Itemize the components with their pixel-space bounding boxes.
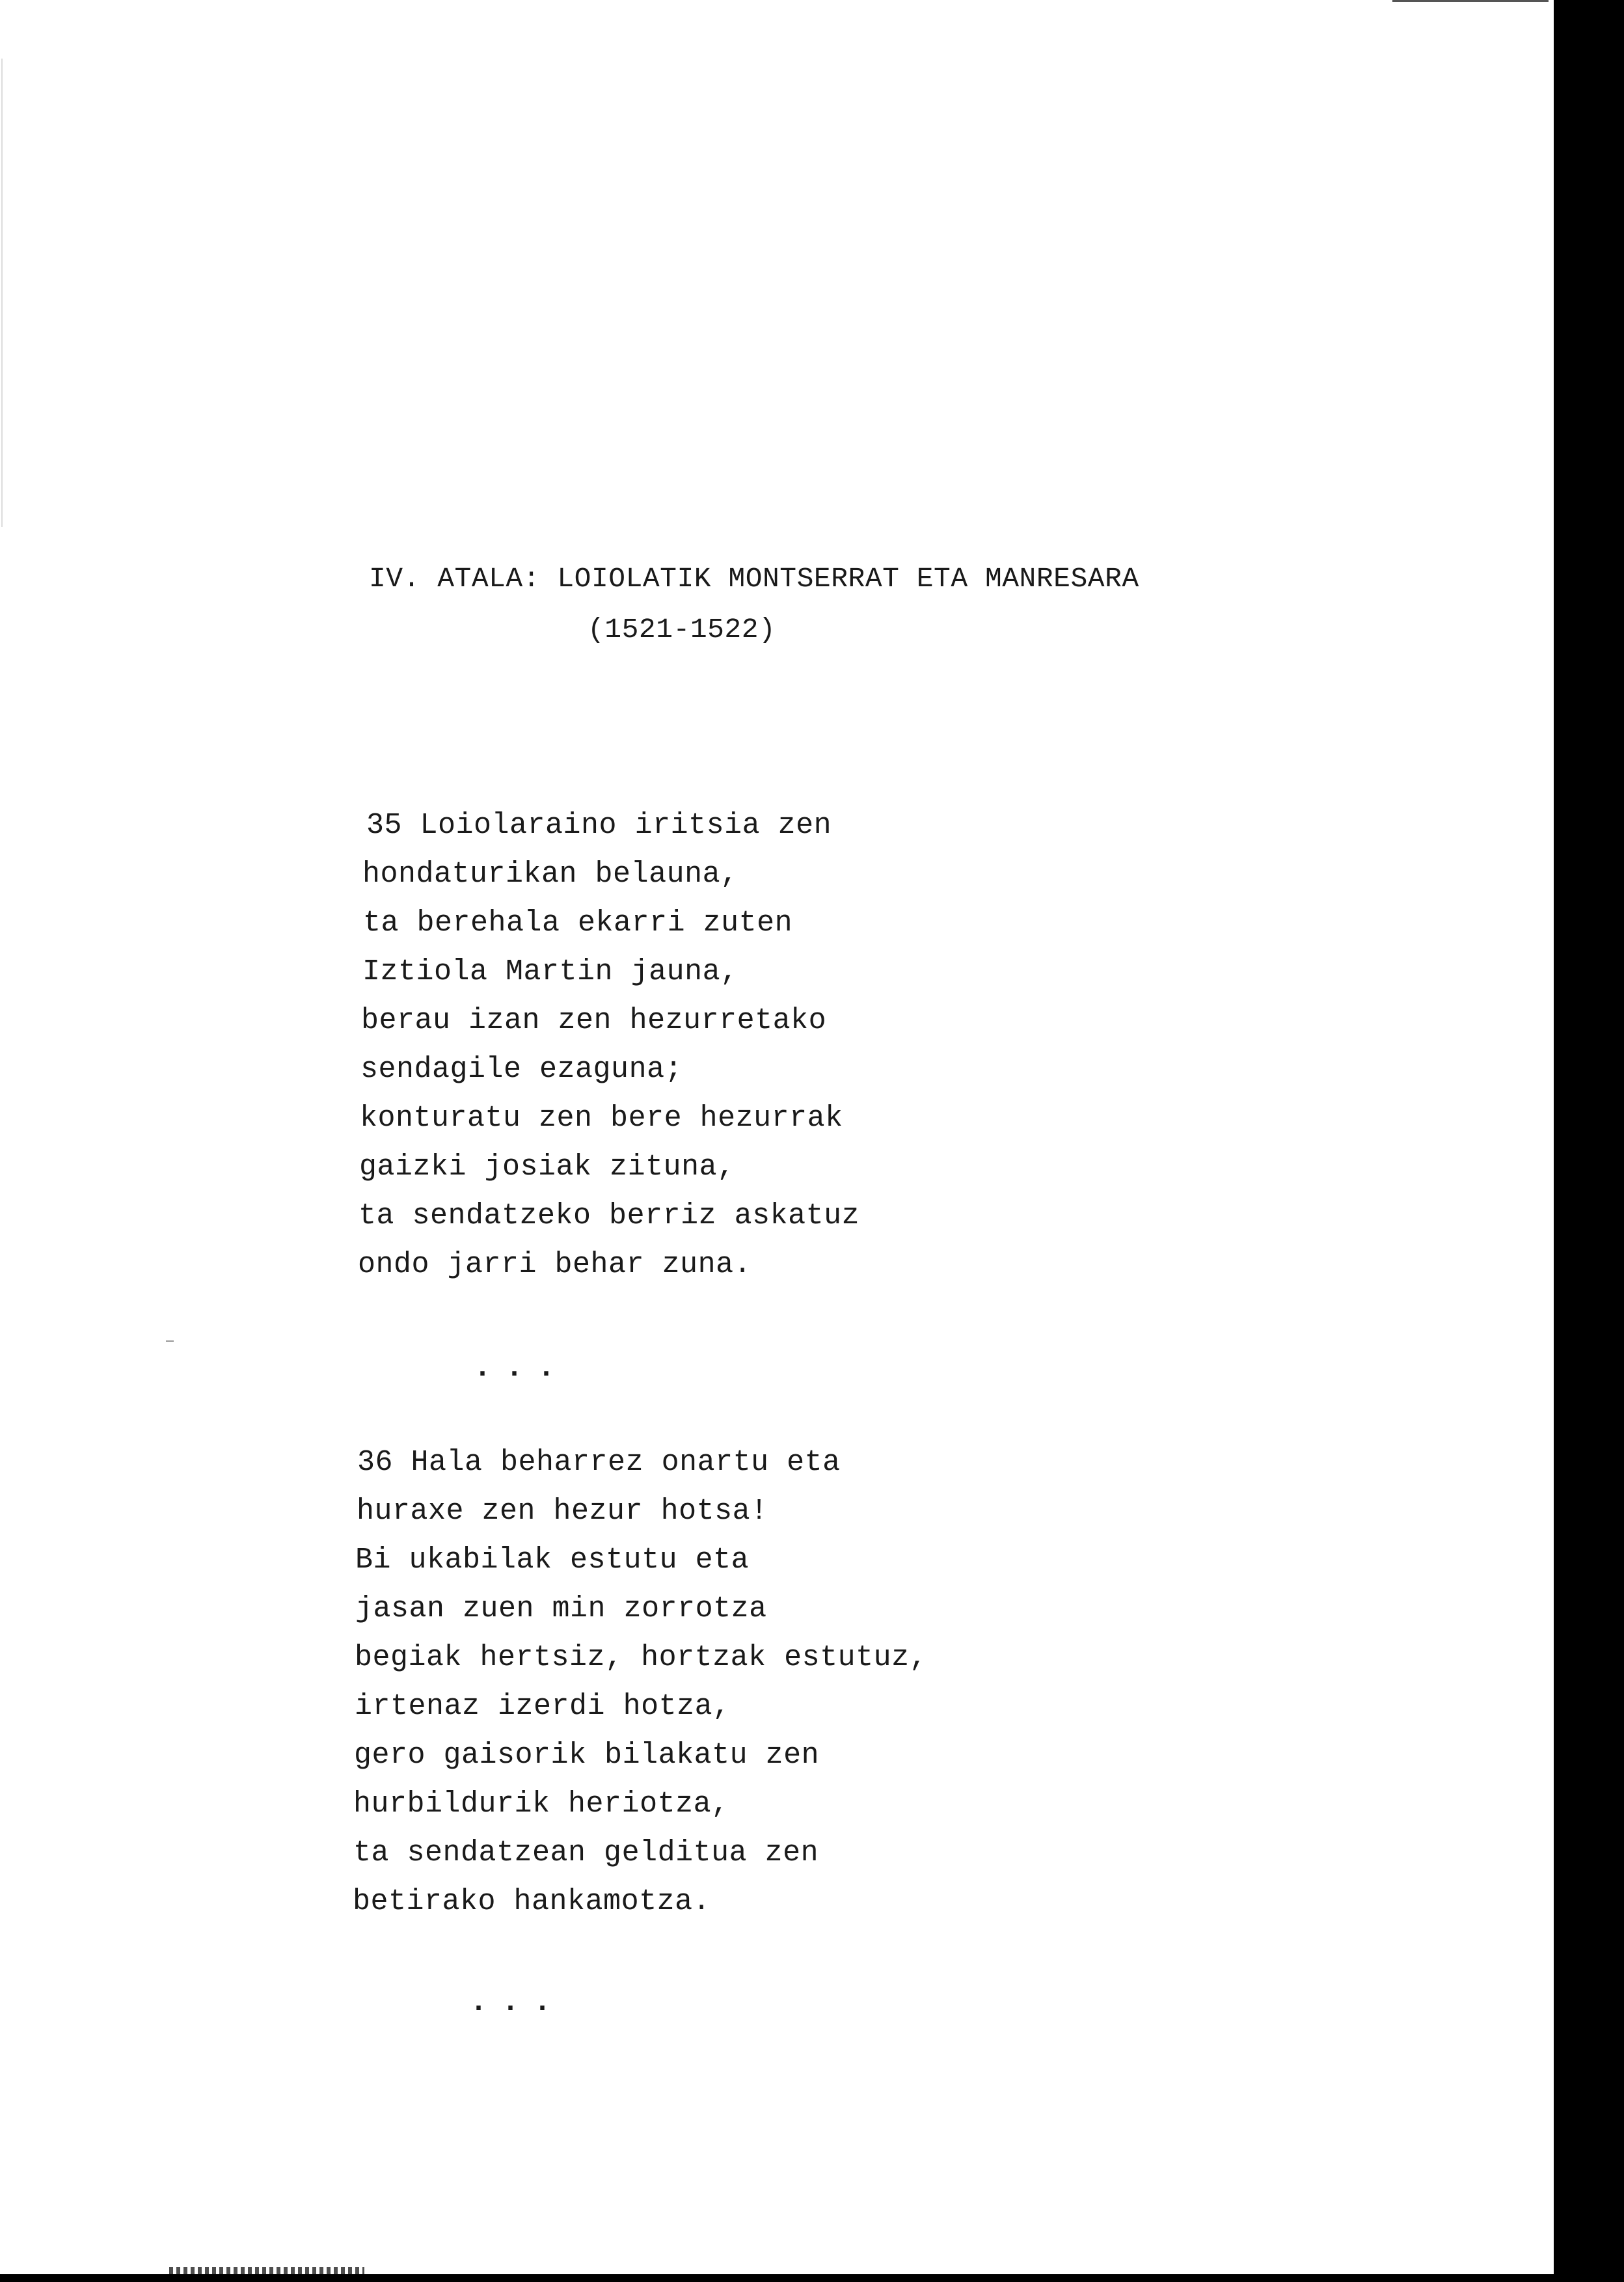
verse-line: ta sendatzeko berriz askatuz: [359, 1199, 860, 1232]
stanza-ellipsis: ...: [470, 1986, 566, 2019]
verse-line: gaizki josiak zituna,: [359, 1150, 735, 1184]
verse-line: ondo jarri behar zuna.: [358, 1248, 752, 1281]
verse-line: konturatu zen bere hezurrak: [360, 1102, 843, 1135]
scan-top-rule: [1392, 0, 1549, 2]
verse-line: Iztiola Martin jauna,: [362, 955, 738, 988]
verse-line: hurbildurik heriotza,: [353, 1787, 729, 1821]
verse-line: gero gaisorik bilakatu zen: [354, 1739, 820, 1772]
verse-line: hondaturikan belauna,: [362, 858, 738, 891]
scan-stray-mark: [166, 1340, 174, 1342]
verse-line: 35 Loiolaraino iritsia zen: [366, 809, 832, 842]
verse-line: irtenaz izerdi hotza,: [355, 1690, 731, 1723]
verse-line: huraxe zen hezur hotsa!: [357, 1495, 768, 1528]
chapter-title: IV. ATALA: LOIOLATIK MONTSERRAT ETA MANRESARA: [369, 563, 1139, 595]
verse-line: 36 Hala beharrez onartu eta: [357, 1446, 841, 1479]
stanza-ellipsis: ...: [474, 1352, 570, 1385]
verse-line: ta berehala ekarri zuten: [363, 906, 793, 940]
verse-line: sendagile ezaguna;: [360, 1053, 683, 1086]
chapter-dates: (1521-1522): [588, 614, 776, 645]
scan-left-edge: [1, 59, 3, 527]
verse-line: berau izan zen hezurretako: [361, 1004, 827, 1037]
verse-line: Bi ukabilak estutu eta: [355, 1543, 750, 1577]
verse-line: begiak hertsiz, hortzak estutuz,: [355, 1641, 928, 1674]
verse-line: jasan zuen min zorrotza: [355, 1592, 767, 1625]
verse-line: betirako hankamotza.: [353, 1885, 711, 1918]
scan-edge-band: [1554, 0, 1624, 2282]
scan-bottom-rule: [0, 2274, 1562, 2282]
verse-line: ta sendatzean gelditua zen: [353, 1836, 819, 1869]
